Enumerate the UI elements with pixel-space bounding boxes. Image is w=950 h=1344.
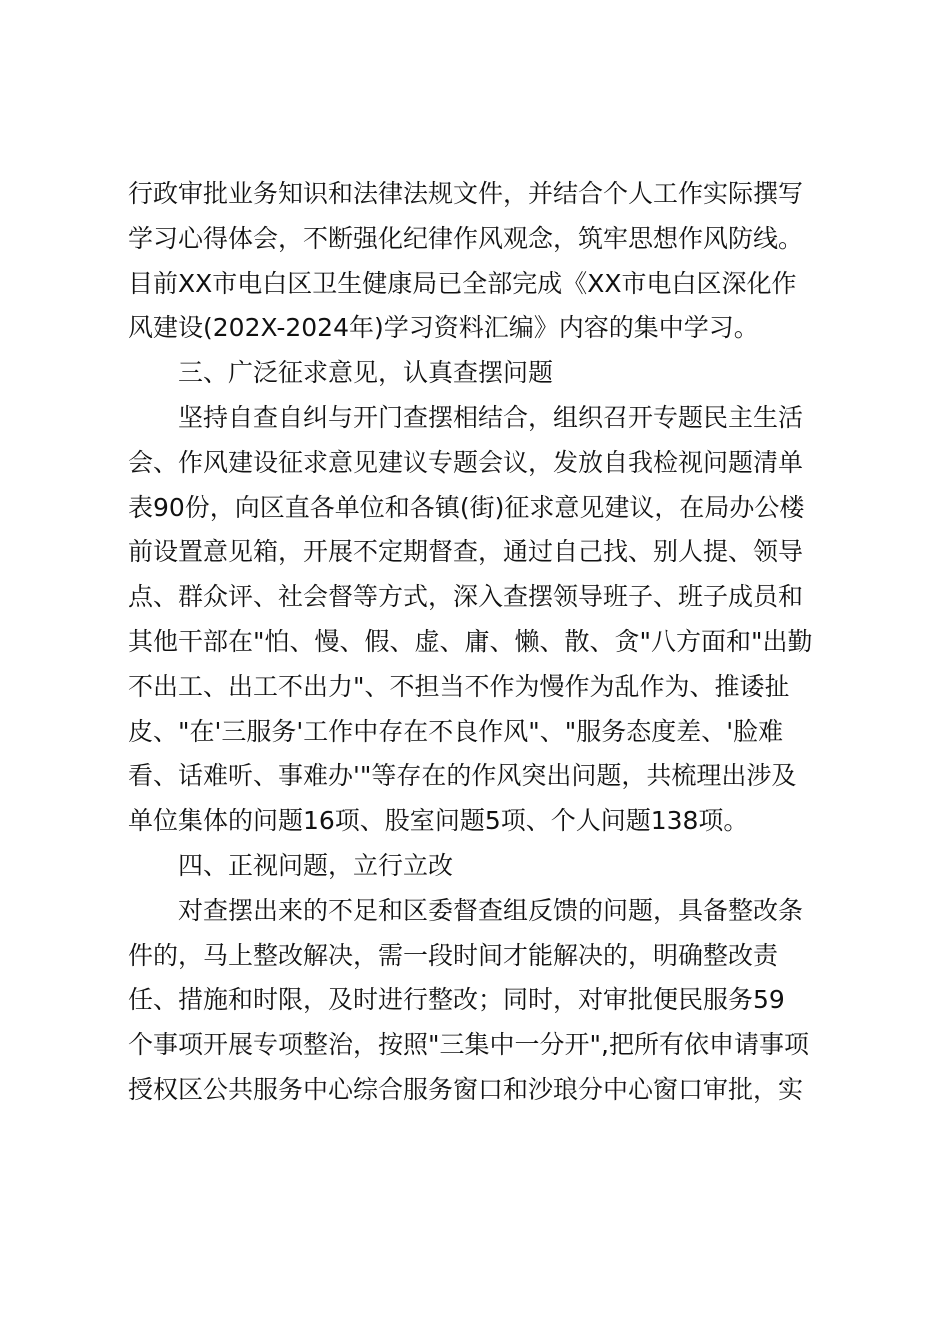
text-line: 会、作风建设征求意见建议专题会议，发放自我检视问题清单 <box>128 447 804 477</box>
section-heading: 四、正视问题，立行立改 <box>178 850 454 880</box>
document-body <box>128 172 828 1113</box>
text-line: 表90份，向区直各单位和各镇(街)征求意见建议，在局办公楼 <box>128 492 805 522</box>
text-line: 皮、"在'三服务'工作中存在不良作风"、"服务态度差、'脸难 <box>128 716 784 746</box>
text-line: 风建设(202X-2024年)学习资料汇编》内容的集中学习。 <box>128 313 759 343</box>
text-line: 其他干部在"怕、慢、假、虚、庸、懒、散、贪"八方面和"出勤 <box>128 626 813 656</box>
text-line: 看、话难听、事难办'"等存在的作风突出问题，共梳理出涉及 <box>128 761 797 791</box>
text-line: 学习心得体会，不断强化纪律作风观念，筑牢思想作风防线。 <box>128 223 804 253</box>
text-line: 不出工、出工不出力"、不担当不作为慢作为乱作为、推诿扯 <box>128 671 790 701</box>
text-line: 前设置意见箱，开展不定期督查，通过自己找、别人提、领导 <box>128 537 804 567</box>
paragraph-first-line: 坚持自查自纠与开门查摆相结合，组织召开专题民主生活 <box>178 402 804 432</box>
text-line: 行政审批业务知识和法律法规文件，并结合个人工作实际撰写 <box>128 179 804 208</box>
text-line: 个事项开展专项整治，按照"三集中一分开",把所有依申请事项 <box>128 1030 809 1060</box>
text-line: 点、群众评、社会督等方式，深入查摆领导班子、班子成员和 <box>128 582 804 612</box>
text-line: 任、措施和时限，及时进行整改；同时，对审批便民服务59 <box>128 985 785 1015</box>
text-line: 单位集体的问题16项、股室问题5项、个人问题138项。 <box>128 806 749 836</box>
text-line: 件的，马上整改解决，需一段时间才能解决的，明确整改责 <box>128 940 779 970</box>
paragraph-first-line: 对查摆出来的不足和区委督查组反馈的问题，具备整改条 <box>178 895 804 925</box>
text-line: 授权区公共服务中心综合服务窗口和沙琅分中心窗口审批，实 <box>128 1074 804 1104</box>
section-heading: 三、广泛征求意见，认真查摆问题 <box>178 358 554 388</box>
text-line: 目前XX市电白区卫生健康局已全部完成《XX市电白区深化作 <box>128 268 797 298</box>
